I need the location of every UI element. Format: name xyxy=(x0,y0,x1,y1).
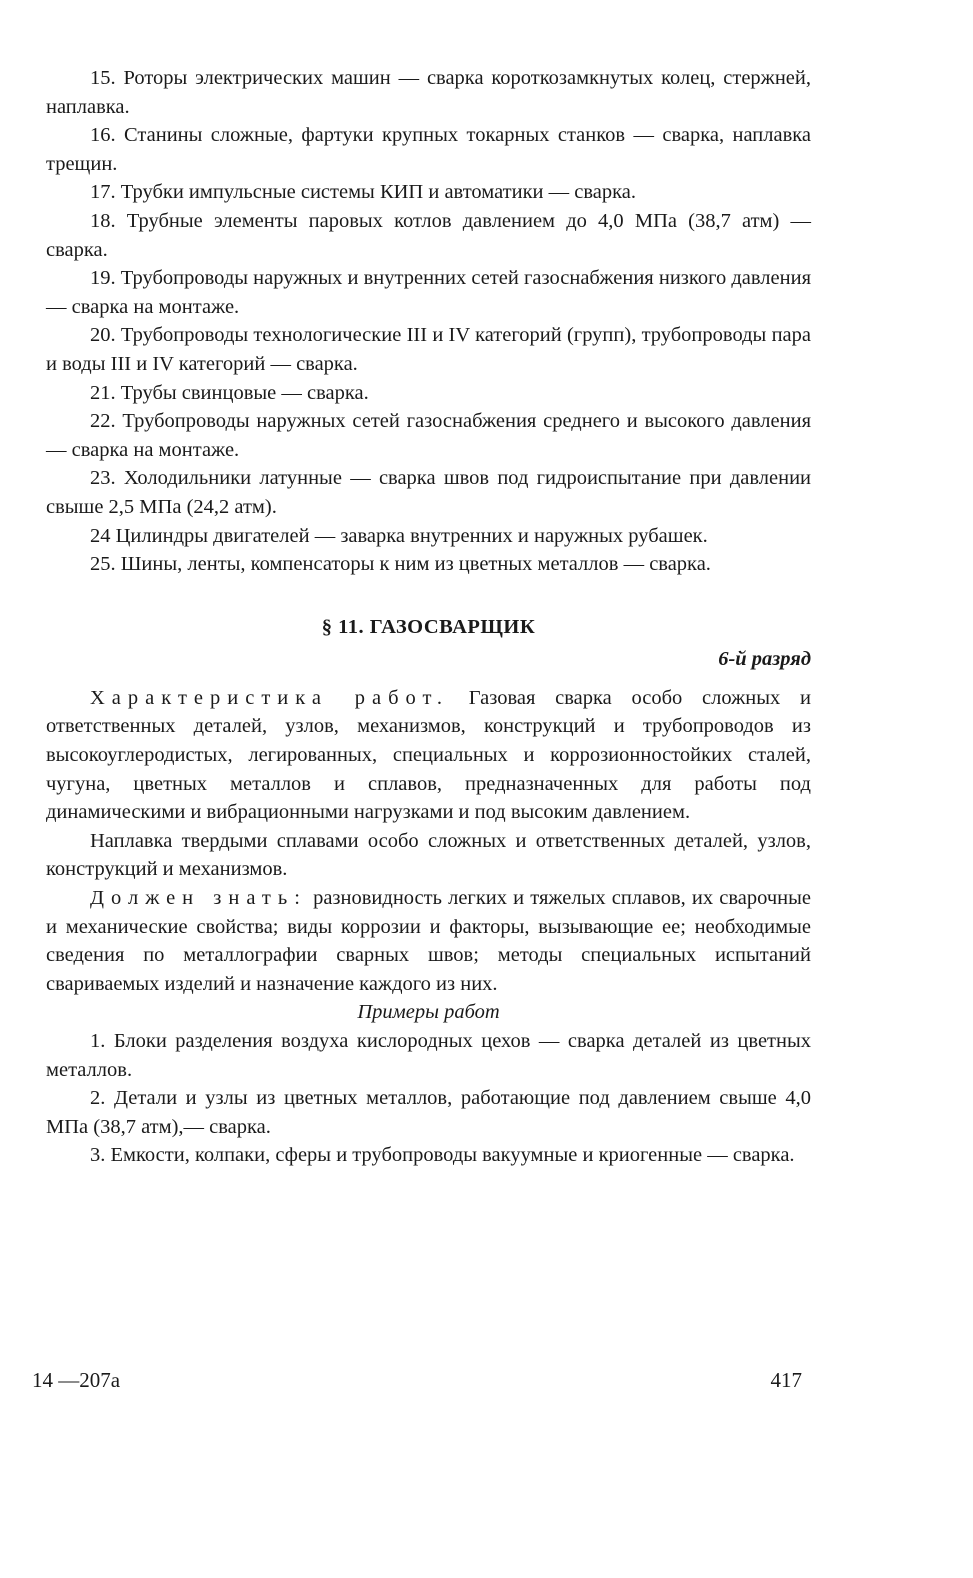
list-item: 2. Детали и узлы из цветных металлов, работающие под давлением свыше 4,0 МПа (38,7 атм),— сварка. xyxy=(46,1087,811,1138)
list-item: 19. Трубопроводы наружных и внутренних сетей газоснабжения низкого давления — сварка на монтаже. xyxy=(46,267,812,318)
characteristic-label: Характеристика работ. xyxy=(90,686,450,709)
page-number: 417 xyxy=(770,1368,802,1392)
list-item: 3. Емкости, колпаки, сферы и трубопроводы вакуумные и криогенные — сварка. xyxy=(90,1144,795,1167)
list-item: 17. Трубки импульсные системы КИП и автоматики — сварка. xyxy=(90,181,637,204)
characteristic-text: Газовая сварка особо сложных и ответственных деталей, узлов, механизмов, конструкций и трубопроводов из высокоуглеродистых, легированных, специальных и коррозионностойких сталей, чугуна, цветных металлов и сплавов, предназначенных для работы под динамическими и вибрационными нагрузками и под высоким давлением. xyxy=(46,686,811,824)
grade-label: 6-й разряд xyxy=(718,648,811,671)
list-item: 24 Цилиндры двигателей — заварка внутренних и наружных рубашек. xyxy=(90,524,708,547)
knowledge-text: разновидность легких и тяжелых сплавов, их сварочные и механические свойства; виды коррозии и факторы, вызывающие ее; необходимые сведения по металлографии сварных швов; методы специальных испытаний свариваемых изделий и назначение каждого из них. xyxy=(46,887,811,995)
characteristic-paragraph xyxy=(46,684,811,827)
list-item: 25. Шины, ленты, компенсаторы к ним из цветных металлов — сварка. xyxy=(90,553,711,576)
signature-mark: 14 —207а xyxy=(32,1368,121,1392)
knowledge-label: Должен знать: xyxy=(90,887,307,910)
list-item: 20. Трубопроводы технологические III и IV категорий (групп), трубопроводы пара и воды III и IV категорий — сварка. xyxy=(46,324,811,375)
list-item: 16. Станины сложные, фартуки крупных токарных станков — сварка, наплавка трещин. xyxy=(46,124,811,175)
list-item: 18. Трубные элементы паровых котлов давлением до 4,0 МПа (38,7 атм) — сварка. xyxy=(46,209,812,261)
items-top xyxy=(46,64,811,579)
list-item: 1. Блоки разделения воздуха кислородных цехов — сварка деталей из цветных металлов. xyxy=(46,1030,812,1081)
page-text xyxy=(46,64,811,1170)
list-item: 22. Трубопроводы наружных сетей газоснабжения среднего и высокого давления — сварка на монтаже. xyxy=(46,410,811,461)
knowledge-paragraph xyxy=(46,884,811,998)
examples-title: Примеры работ xyxy=(357,1001,500,1024)
section-title: § 11. ГАЗОСВАРЩИК xyxy=(321,615,536,638)
list-item: 21. Трубы свинцовые — сварка. xyxy=(90,381,369,404)
list-item: 15. Роторы электрических машин — сварка короткозамкнутых колец, стержней, наплавка. xyxy=(46,67,812,118)
list-item: 23. Холодильники латунные — сварка швов под гидроиспытание при давлении свыше 2,5 МПа (24,2 атм). xyxy=(46,467,812,518)
examples-list xyxy=(46,1027,811,1170)
page-footer xyxy=(32,1368,802,1393)
surfacing-paragraph: Наплавка твердыми сплавами особо сложных и ответственных деталей, узлов, конструкций и механизмов. xyxy=(46,829,811,881)
